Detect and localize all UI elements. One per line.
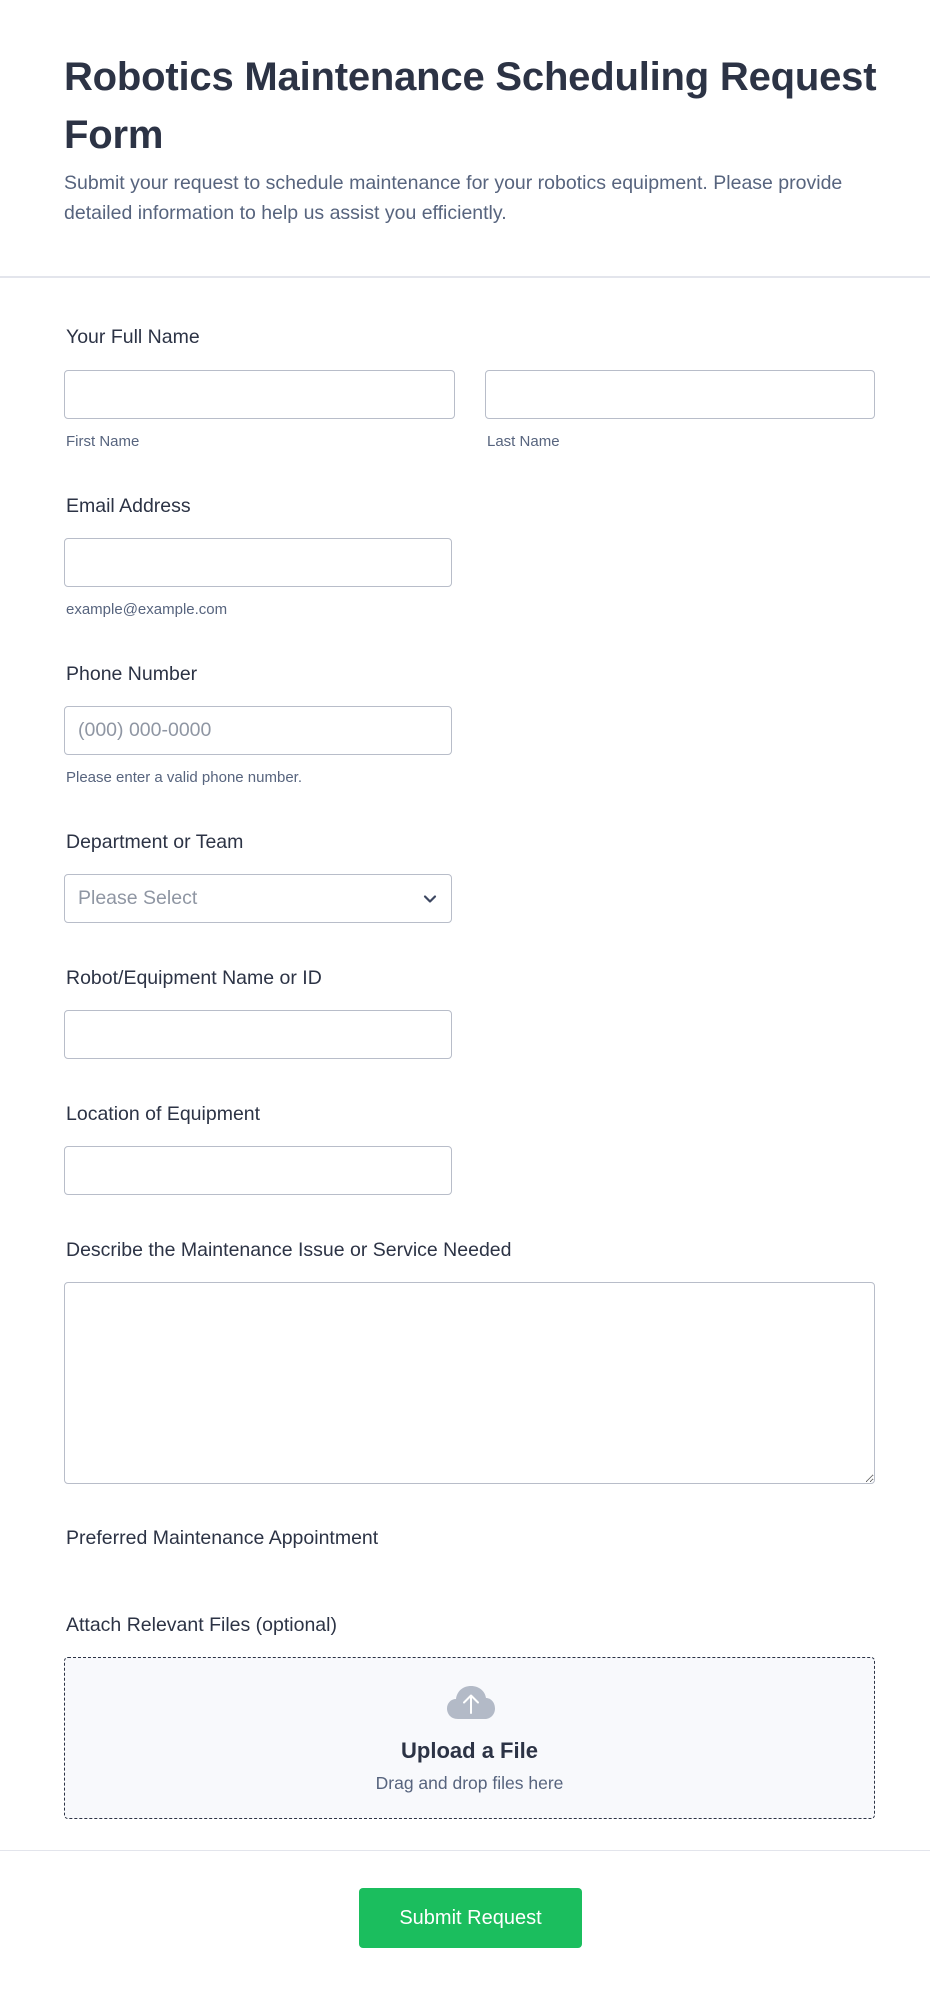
full-name-label: Your Full Name bbox=[66, 326, 200, 348]
description-label: Describe the Maintenance Issue or Service Needed bbox=[66, 1239, 512, 1261]
equipment-input[interactable] bbox=[64, 1010, 452, 1059]
appointment-label: Preferred Maintenance Appointment bbox=[66, 1527, 379, 1549]
footer-divider bbox=[0, 1850, 930, 1851]
submit-request-button[interactable]: Submit Request bbox=[359, 1888, 582, 1948]
chevron-down-icon bbox=[423, 892, 437, 906]
form-header bbox=[64, 48, 884, 228]
first-name-input[interactable] bbox=[64, 370, 455, 419]
first-name-sublabel: First Name bbox=[66, 433, 140, 450]
location-label: Location of Equipment bbox=[66, 1103, 261, 1125]
phone-input[interactable] bbox=[64, 706, 452, 755]
upload-subtitle: Drag and drop files here bbox=[375, 1773, 564, 1793]
description-textarea[interactable] bbox=[64, 1282, 875, 1484]
last-name-input[interactable] bbox=[485, 370, 875, 419]
department-select[interactable] bbox=[64, 874, 452, 923]
phone-label: Phone Number bbox=[66, 663, 198, 685]
page-title: Robotics Maintenance Scheduling Request Form bbox=[64, 55, 877, 157]
email-input[interactable] bbox=[64, 538, 452, 587]
email-sublabel: example@example.com bbox=[66, 601, 228, 618]
page-subtitle: Submit your request to schedule maintenance for your robotics equipment. Please provide detailed information to help us assist you efficiently. bbox=[64, 172, 843, 224]
attachments-label: Attach Relevant Files (optional) bbox=[66, 1614, 337, 1636]
last-name-sublabel: Last Name bbox=[487, 433, 560, 450]
phone-sublabel: Please enter a valid phone number. bbox=[66, 769, 302, 786]
cloud-upload-icon bbox=[446, 1685, 496, 1721]
upload-title: Upload a File bbox=[401, 1738, 538, 1763]
email-label: Email Address bbox=[66, 495, 191, 517]
file-upload-dropzone[interactable] bbox=[64, 1657, 875, 1819]
header-divider bbox=[0, 276, 930, 278]
equipment-label: Robot/Equipment Name or ID bbox=[66, 967, 322, 989]
department-selected-value: Please Select bbox=[78, 887, 198, 909]
location-input[interactable] bbox=[64, 1146, 452, 1195]
department-label: Department or Team bbox=[66, 831, 244, 853]
